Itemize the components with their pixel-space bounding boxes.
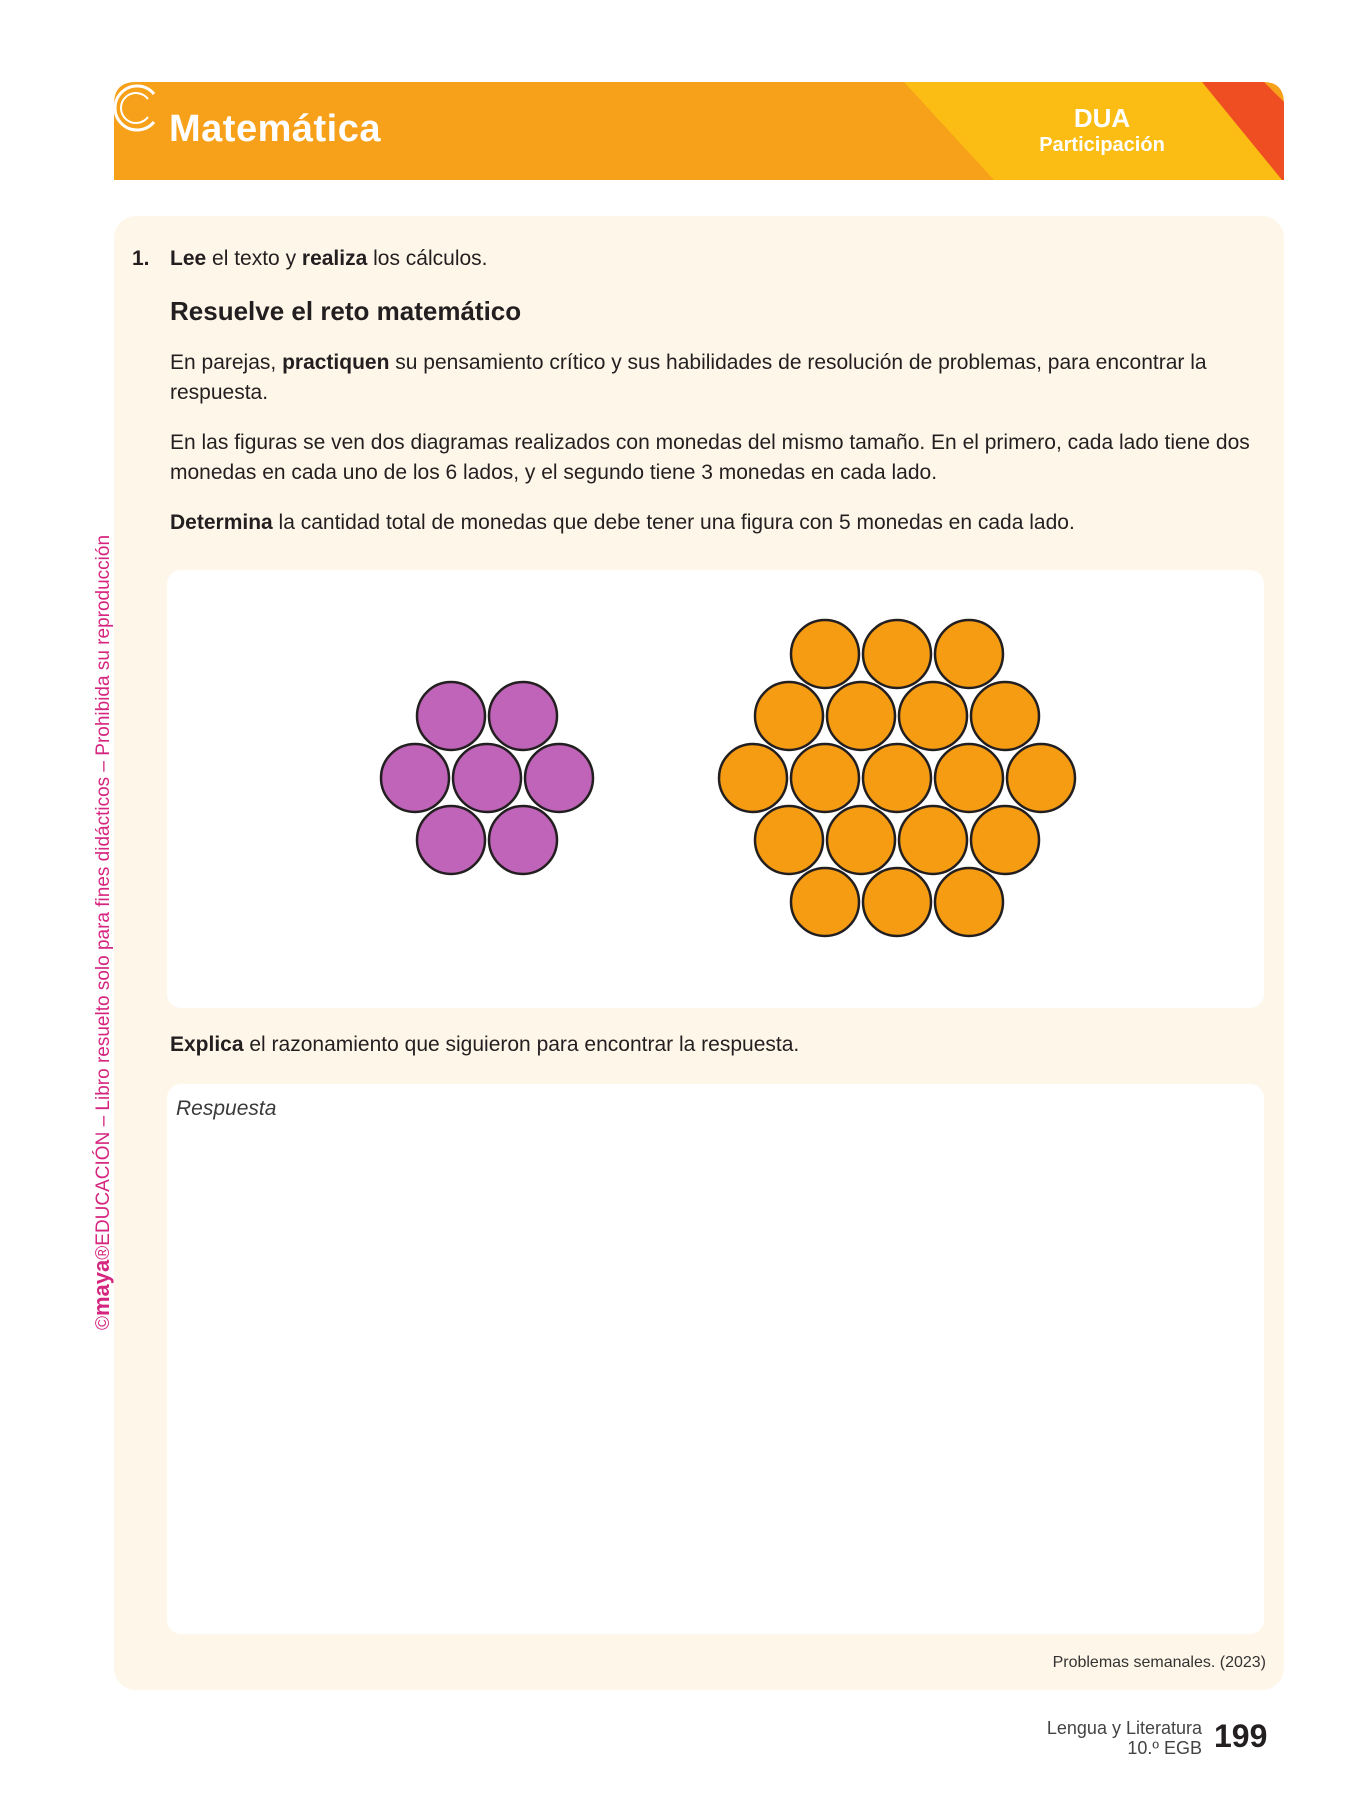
coin — [791, 744, 859, 812]
p3-end: la cantidad total de monedas que debe tener una figura con 5 monedas en cada lado. — [272, 511, 1075, 534]
explain-bold: Explica — [170, 1033, 244, 1056]
answer-label: Respuesta — [176, 1097, 277, 1120]
dua-title: DUA — [1073, 103, 1131, 133]
copyright-symbol: © — [93, 1316, 114, 1330]
challenge-title: Resuelve el reto matemático — [170, 296, 522, 326]
coin-figure-2 — [719, 620, 1075, 936]
coin — [827, 682, 895, 750]
coin — [899, 806, 967, 874]
coin-diagrams — [167, 570, 1264, 1008]
subject-title: Matemática — [169, 108, 381, 150]
instruction-verb-read: Lee — [170, 247, 207, 270]
answer-box[interactable] — [167, 1084, 1264, 1634]
coin — [863, 744, 931, 812]
coin — [489, 806, 557, 874]
source-citation: Problemas semanales. (2023) — [1052, 1654, 1266, 1671]
coin — [791, 620, 859, 688]
instruction-text-end: los cálculos. — [367, 247, 488, 270]
coin — [755, 682, 823, 750]
coin — [719, 744, 787, 812]
page-number: 199 — [1214, 1718, 1268, 1754]
exercise-number: 1. — [132, 247, 150, 270]
coin — [935, 744, 1003, 812]
dua-subtitle: Participación — [1039, 134, 1165, 156]
explain-end: el razonamiento que siguieron para encontrar la respuesta. — [243, 1033, 800, 1056]
coin — [827, 806, 895, 874]
coin — [791, 868, 859, 936]
p1-bold: practiquen — [282, 351, 390, 374]
figure-box — [167, 570, 1264, 1008]
coin — [453, 744, 521, 812]
registered-symbol: ® — [93, 1245, 114, 1260]
exercise-instruction — [170, 244, 488, 274]
coin — [489, 682, 557, 750]
footer-grade: 10.º EGB — [1127, 1738, 1202, 1758]
section-header — [114, 82, 1284, 180]
p1-end: su pensamiento crítico y sus habilidades de resolución de problemas, para encontrar la respuesta. — [170, 351, 1207, 404]
coin — [935, 620, 1003, 688]
footer-subject: Lengua y Literatura — [1046, 1718, 1202, 1738]
instruction-text: el texto y — [206, 247, 302, 270]
p1-start: En parejas, — [170, 351, 283, 374]
explain-instruction — [170, 1030, 799, 1060]
coin — [417, 682, 485, 750]
coin — [863, 868, 931, 936]
side-note-text: EDUCACIÓN – Libro resuelto solo para fines didácticos – Prohibida su reproducción — [93, 534, 114, 1246]
paragraph-figures: En las figuras se ven dos diagramas realizados con monedas del mismo tamaño. En el primero, cada lado tiene dos monedas en cada uno de los 6 lados, y el segundo tiene 3 monedas en cada lado. — [170, 431, 1250, 484]
copyright-side-note — [88, 490, 116, 1330]
coin — [417, 806, 485, 874]
dua-badge — [992, 104, 1212, 158]
coin — [935, 868, 1003, 936]
coin — [381, 744, 449, 812]
paragraph-determine — [170, 508, 1275, 538]
coin — [971, 682, 1039, 750]
coin — [525, 744, 593, 812]
coin-figure-1 — [381, 682, 593, 874]
coin — [1007, 744, 1075, 812]
instruction-verb-do: realiza — [301, 247, 368, 270]
coin — [755, 806, 823, 874]
c-logo-icon — [114, 82, 160, 134]
coin — [971, 806, 1039, 874]
coin — [863, 620, 931, 688]
brand-name: maya — [89, 1259, 114, 1316]
paragraph-pairs — [170, 348, 1275, 408]
p3-bold: Determina — [170, 511, 273, 534]
coin — [899, 682, 967, 750]
